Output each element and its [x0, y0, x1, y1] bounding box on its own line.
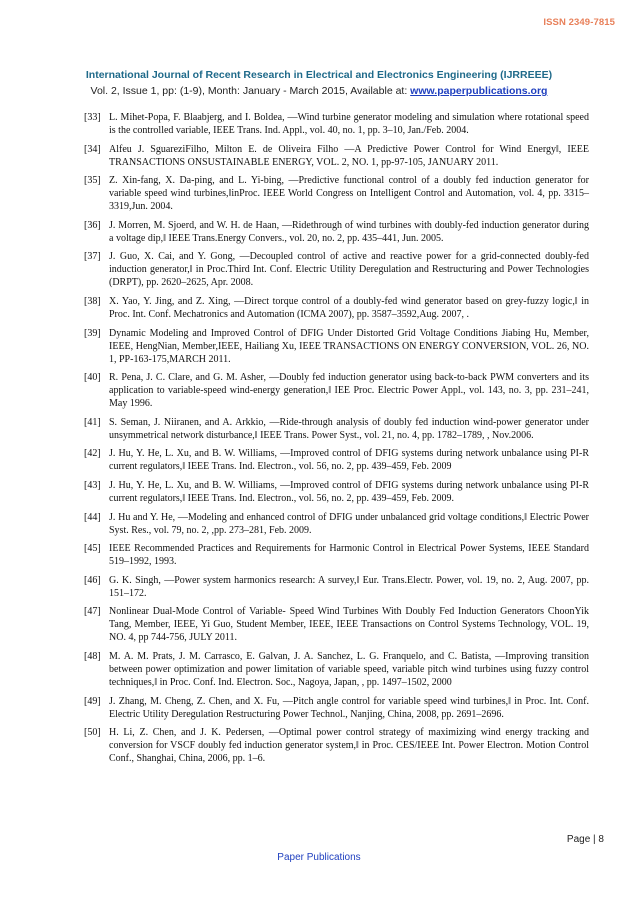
reference-number: [35]: [84, 175, 101, 187]
reference-number: [49]: [84, 695, 101, 707]
reference-number: [46]: [84, 574, 101, 586]
reference-item: [84, 174, 589, 213]
reference-text: R. Pena, J. C. Clare, and G. M. Asher, ―Doubly fed induction generator using back-to-back PWM converters and its application to variable-speed wind-energy generation,‖ IEE Proc. Electric Power Appl., vol. 143, no. 3, pp. 231–241, May 1996.: [109, 372, 589, 410]
reference-text: J. Zhang, M. Cheng, Z. Chen, and X. Fu, ―Pitch angle control for variable speed wind turbines,‖ in Proc. Int. Conf. Electric Utility Deregulation Restructuring Power Technol., Nanjing, China, 2008, pp. 2691–2696.: [109, 695, 589, 720]
reference-item: [84, 479, 589, 505]
reference-item: [84, 371, 589, 410]
reference-number: [38]: [84, 295, 101, 307]
reference-item: [84, 327, 589, 366]
reference-list: [84, 111, 589, 771]
reference-number: [44]: [84, 511, 101, 523]
reference-number: [40]: [84, 372, 101, 384]
reference-number: [50]: [84, 727, 101, 739]
reference-text: J. Hu and Y. He, ―Modeling and enhanced control of DFIG under unbalanced grid voltage conditions,‖ Electric Power Syst. Res., vol. 79, no. 2, ,pp. 273–281, Feb. 2009.: [109, 511, 589, 536]
reference-item: [84, 511, 589, 537]
reference-text: J. Morren, M. Sjoerd, and W. H. de Haan, ―Ridethrough of wind turbines with doubly-fed induction generator during a voltage dip,‖ IEEE Trans.Energy Convers., vol. 20, no. 2, pp. 435–441, Jun. 2005.: [109, 219, 589, 244]
reference-item: [84, 695, 589, 721]
reference-item: [84, 605, 589, 644]
reference-item: [84, 726, 589, 765]
reference-number: [34]: [84, 143, 101, 155]
reference-item: [84, 416, 589, 442]
reference-number: [39]: [84, 327, 101, 339]
reference-item: [84, 219, 589, 245]
reference-item: [84, 111, 589, 137]
reference-text: H. Li, Z. Chen, and J. K. Pedersen, ―Optimal power control strategy of maximizing wind energy tracking and conversion for VSCF doubly fed induction generator system,‖ in Proc. CES/IEEE Int. Power Electron. Motion Control Conf., Shanghai, China, 2006, pp. 1–6.: [109, 727, 589, 765]
reference-text: Alfeu J. SguareziFilho, Milton E. de Oliveira Filho ―A Predictive Power Control for Wind Energy‖, IEEE TRANSACTIONS ONSUSTAINABLE ENERGY, VOL. 2, NO. 1, pp-97-105, JANUARY 2011.: [109, 143, 589, 168]
journal-title: International Journal of Recent Research in Electrical and Electronics Engineering (IJRREEE): [85, 69, 553, 81]
reference-number: [33]: [84, 112, 101, 123]
volume-line: [0, 85, 638, 97]
reference-number: [36]: [84, 219, 101, 231]
reference-text: J. Hu, Y. He, L. Xu, and B. W. Williams, ―Improved control of DFIG systems during network unbalance using PI-R current regulators,‖ IEEE Trans. Ind. Electron., vol. 56, no. 2, pp. 439–459, Feb. 2009.: [109, 479, 589, 504]
volume-info: Vol. 2, Issue 1, pp: (1-9), Month: January - March 2015, Available at:: [90, 85, 411, 97]
reference-text: IEEE Recommended Practices and Requirements for Harmonic Control in Electrical Power Systems, IEEE Standard 519–1992, 1993.: [109, 543, 589, 568]
reference-number: [48]: [84, 650, 101, 662]
publisher-footer: Paper Publications: [277, 852, 361, 863]
reference-text: Nonlinear Dual-Mode Control of Variable- Speed Wind Turbines With Doubly Fed Induction Generators ChoonYik Tang, Member, IEEE, Yi Guo, Student Member, IEEE, IEEE Transactions on Control Systems Technology, VOL. 19, NO. 4, pp 744-756, JULY 2011.: [109, 606, 589, 644]
reference-text: J. Guo, X. Cai, and Y. Gong, ―Decoupled control of active and reactive power for a grid-connected doubly-fed induction generator,‖ in Proc.Third Int. Conf. Electric Utility Deregulation and Restructuring and Power Technologies (DRPT), pp. 2620–2625, Apr. 2008.: [109, 251, 589, 289]
reference-text: Dynamic Modeling and Improved Control of DFIG Under Distorted Grid Voltage Conditions Jiabing Hu, Member, IEEE, HengNian, Member,IEEE, Hailiang Xu, IEEE TRANSACTIONS ON ENERGY CONVERSION, VOL. 26, NO. 1, PP-163-175,MARCH 2011.: [109, 327, 589, 365]
reference-item: [84, 574, 589, 600]
reference-text: S. Seman, J. Niiranen, and A. Arkkio, ―Ride-through analysis of doubly fed induction wind-power generator under unsymmetrical network disturbance,‖ IEEE Trans. Power Syst., vol. 21, no. 4, pp. 1782–1789, , Nov.2006.: [109, 416, 589, 441]
reference-item: [84, 250, 589, 289]
reference-text: L. Mihet-Popa, F. Blaabjerg, and I. Boldea, ―Wind turbine generator modeling and simulation where rotational speed is the controlled variable, IEEE Trans. Ind. Appl., vol. 40, no. 1, pp. 3–10, Jan./Feb. 2004.: [109, 112, 589, 136]
reference-item: [84, 542, 589, 568]
reference-text: J. Hu, Y. He, L. Xu, and B. W. Williams, ―Improved control of DFIG systems during network unbalance using PI-R current regulators,‖ IEEE Trans. Ind. Electron., vol. 56, no. 2, pp. 439–459, Feb. 2009: [109, 448, 589, 473]
reference-number: [42]: [84, 448, 101, 460]
reference-number: [41]: [84, 416, 101, 428]
reference-number: [43]: [84, 479, 101, 491]
reference-number: [45]: [84, 543, 101, 555]
reference-text: X. Yao, Y. Jing, and Z. Xing, ―Direct torque control of a doubly-fed wind generator based on grey-fuzzy logic,‖ in Proc. Int. Conf. Mechatronics and Automation (ICMA 2007), pp. 3587–3592,Aug. 2007, .: [109, 295, 589, 320]
reference-text: M. A. M. Prats, J. M. Carrasco, E. Galvan, J. A. Sanchez, L. G. Franquelo, and C. Batista, ―Improving transition between power optimization and power limitation of variable speed, variable pitch wind turbines using fuzzy control techniques,‖ in Proc. Conf. Ind. Electron. Soc., Nagoya, Japan, , pp. 1497–1502, 2000: [109, 650, 589, 688]
reference-number: [37]: [84, 251, 101, 263]
reference-item: [84, 447, 589, 473]
reference-item: [84, 143, 589, 169]
issn-label: ISSN 2349-7815: [543, 17, 615, 28]
reference-item: [84, 295, 589, 321]
reference-number: [47]: [84, 606, 101, 618]
reference-item: [84, 650, 589, 689]
page-number: Page | 8: [566, 834, 604, 845]
reference-text: Z. Xin-fang, X. Da-ping, and L. Yi-bing, ―Predictive functional control of a doubly fed induction generator for variable speed wind turbines,‖inProc. IEEE World Congress on Intelligent Control and Automation, vol. 4, pp. 3315–3319,Jun. 2004.: [109, 175, 589, 213]
reference-text: G. K. Singh, ―Power system harmonics research: A survey,‖ Eur. Trans.Electr. Power, vol. 19, no. 2, Aug. 2007, pp. 151–172.: [109, 574, 589, 599]
website-link[interactable]: www.paperpublications.org: [410, 85, 548, 97]
